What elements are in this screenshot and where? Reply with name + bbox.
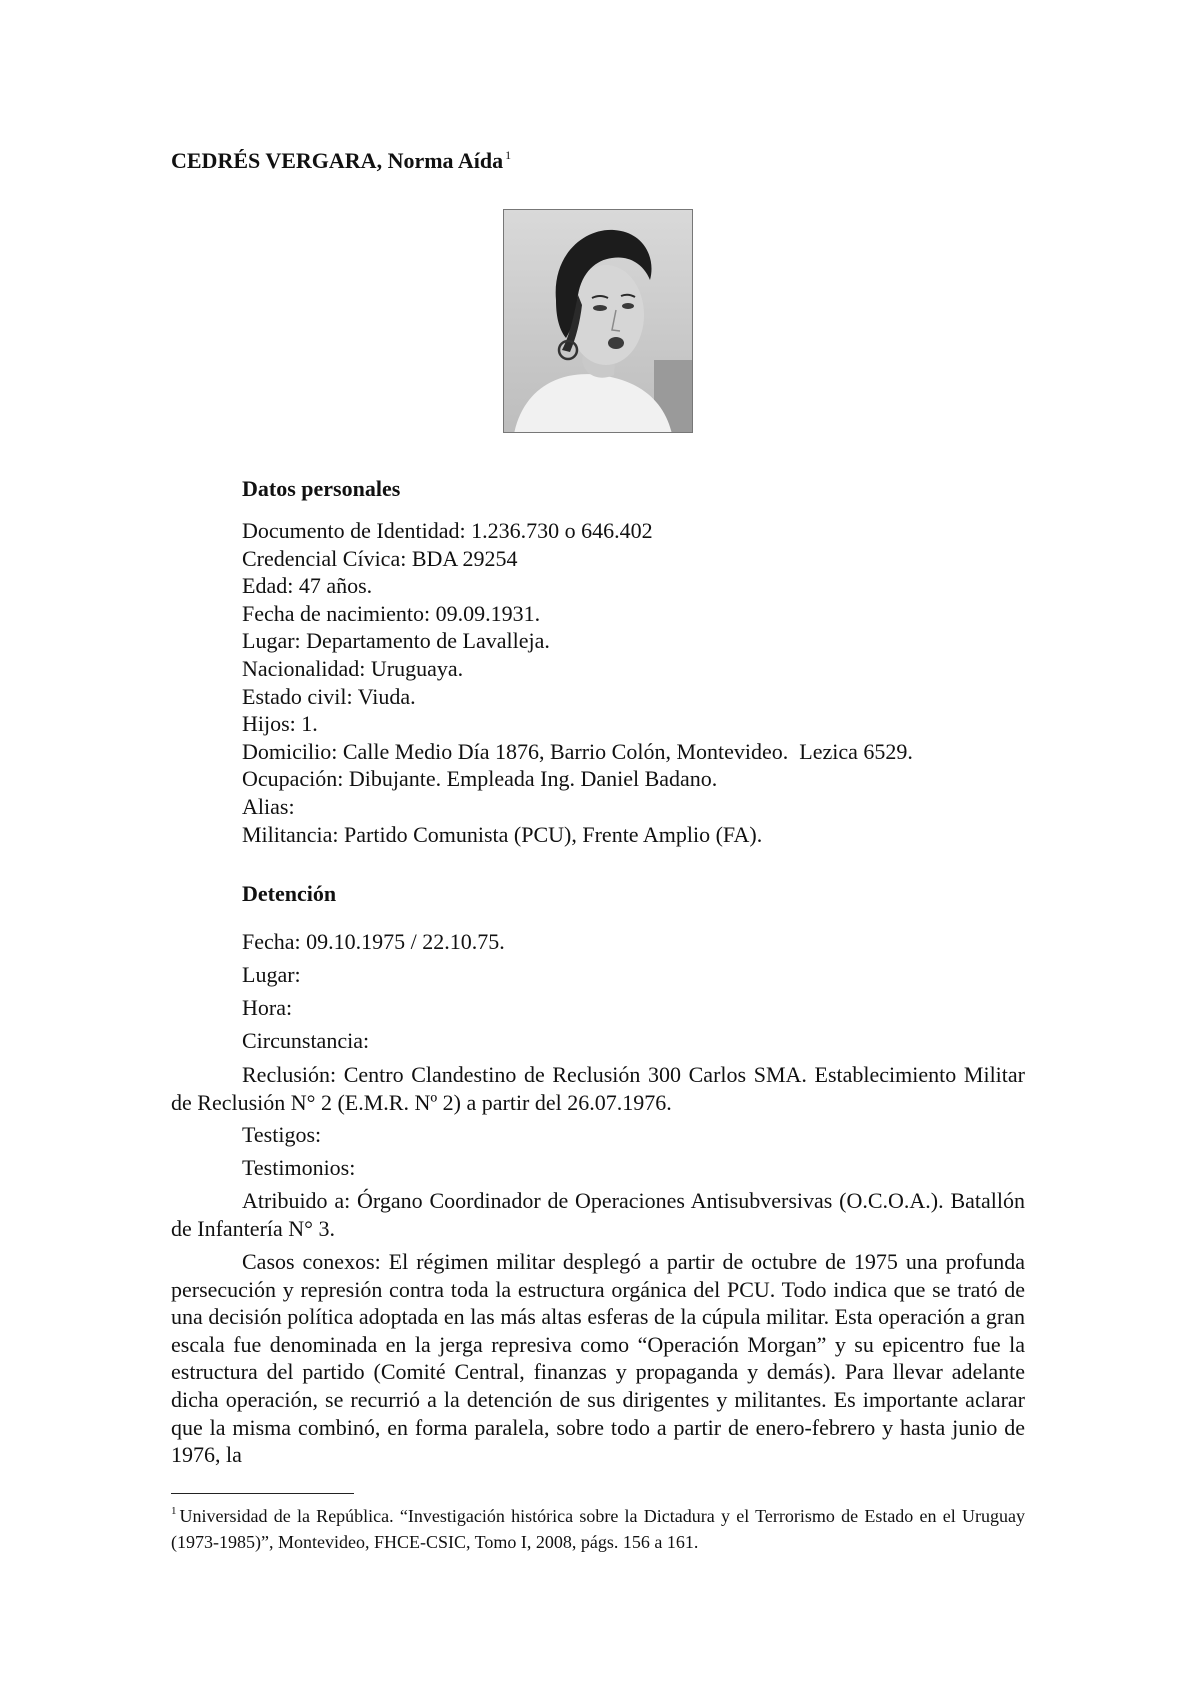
footnote-number: 1	[171, 1505, 177, 1517]
footnote	[171, 1498, 1025, 1555]
list-item: Alias:	[242, 793, 295, 819]
list-item: Fecha de nacimiento: 09.09.1931.	[242, 600, 541, 626]
section-heading-datos-personales: Datos personales	[242, 476, 401, 501]
detencion-lugar: Lugar:	[242, 962, 301, 987]
detencion-testimonios: Testimonios:	[242, 1155, 356, 1180]
footnote-text: Universidad de la República. “Investigación histórica sobre la Dictadura y el Terrorismo de Estado en el Uruguay (1973-1985)”, Montevideo, FHCE-CSIC, Tomo I, 2008, págs. 156 a 161.	[171, 1506, 1025, 1552]
list-item: Domicilio: Calle Medio Día 1876, Barrio Colón, Montevideo. Lezica 6529.	[242, 738, 913, 764]
list-item: Lugar: Departamento de Lavalleja.	[242, 628, 550, 654]
detencion-atribuido: Atribuido a: Órgano Coordinador de Operaciones Antisubversivas (O.C.O.A.). Batallón de Infantería N° 3.	[171, 1188, 1025, 1241]
detencion-hora: Hora:	[242, 995, 293, 1020]
list-item: Ocupación: Dibujante. Empleada Ing. Daniel Badano.	[242, 766, 718, 792]
list-item: Militancia: Partido Comunista (PCU), Frente Amplio (FA).	[242, 821, 763, 847]
detencion-fecha: Fecha: 09.10.1975 / 22.10.75.	[242, 929, 505, 954]
detencion-reclusion: Reclusión: Centro Clandestino de Reclusión 300 Carlos SMA. Establecimiento Militar de Reclusión N° 2 (E.M.R. Nº 2) a partir del 26.07.1976.	[171, 1062, 1025, 1115]
page-title	[171, 140, 511, 176]
list-item: Edad: 47 años.	[242, 573, 373, 599]
detencion-circunstancia: Circunstancia:	[242, 1028, 370, 1053]
list-item: Documento de Identidad: 1.236.730 o 646.402	[242, 518, 653, 543]
personal-data-list	[242, 517, 913, 848]
list-item: Estado civil: Viuda.	[242, 683, 416, 709]
section-heading-detencion: Detención	[242, 881, 337, 906]
detencion-testigos: Testigos:	[242, 1122, 322, 1147]
list-item: Nacionalidad: Uruguaya.	[242, 655, 464, 681]
portrait-photo	[503, 209, 693, 433]
person-name: CEDRÉS VERGARA, Norma Aída	[171, 148, 504, 173]
detencion-casos-conexos: Casos conexos: El régimen militar desplegó a partir de octubre de 1975 una profunda persecución y represión contra toda la estructura orgánica del PCU. Todo indica que se trató de una decisión política adoptada en las más altas esferas de la cúpula militar. Esta operación a gran escala fue denominada en la jerga represiva como “Operación Morgan” y su epicentro fue la estructura del partido (Comité Central, finanzas y propaganda y demás). Para llevar adelante dicha operación, se recurrió a la detención de sus dirigentes y militantes. Es importante aclarar que la misma combinó, en forma paralela, sobre todo a partir de enero-febrero y hasta junio de 1976, la	[171, 1249, 1025, 1468]
list-item: Hijos: 1.	[242, 711, 318, 737]
list-item: Credencial Cívica: BDA 29254	[242, 545, 518, 571]
footnote-separator	[171, 1493, 354, 1494]
footnote-reference: 1	[505, 148, 512, 162]
